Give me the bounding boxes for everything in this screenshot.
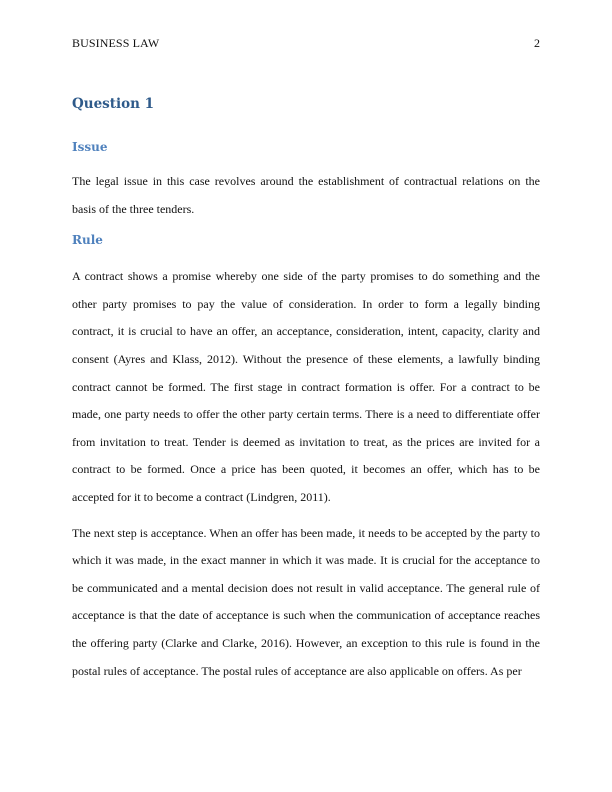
heading-rule: Rule bbox=[72, 233, 103, 248]
running-head: BUSINESS LAW bbox=[72, 36, 160, 50]
paragraph-rule-1: A contract shows a promise whereby one side of the party promises to do something and the other party promises to pay the value of consideration. In order to form a legally binding contract, it is crucial to have an offer, an acceptance, consideration, intent, capacity, clarity and consent (Ayres and Klass, 2012). Without the presence of these elements, a lawfully binding contract cannot be formed. The first stage in contract formation is offer. For a contract to be made, one party needs to offer the other party certain terms. There is a need to differentiate offer from invitation to treat. Tender is deemed as invitation to treat, as the prices are invited for a contract to be formed. Once a price has been quoted, it becomes an offer, which has to be accepted for it to become a contract (Lindgren, 2011). bbox=[72, 269, 540, 504]
paragraph-issue: The legal issue in this case revolves around the establishment of contractual relations on the basis of the three tenders. bbox=[72, 174, 540, 216]
heading-question: Question 1 bbox=[72, 96, 155, 112]
document-body bbox=[72, 92, 540, 685]
heading-issue: Issue bbox=[72, 140, 108, 154]
paragraph-rule-2: The next step is acceptance. When an offer has been made, it needs to be accepted by the party to which it was made, in the exact manner in which it was made. It is crucial for the acceptance to be communicated and a mental decision does not result in valid acceptance. The general rule of acceptance is that the date of acceptance is such when the communication of acceptance reaches the offering party (Clarke and Clarke, 2016). However, an exception to this rule is found in the postal rules of acceptance. The postal rules of acceptance are also applicable on offers. As per bbox=[72, 525, 540, 678]
page-number: 2 bbox=[534, 36, 540, 50]
